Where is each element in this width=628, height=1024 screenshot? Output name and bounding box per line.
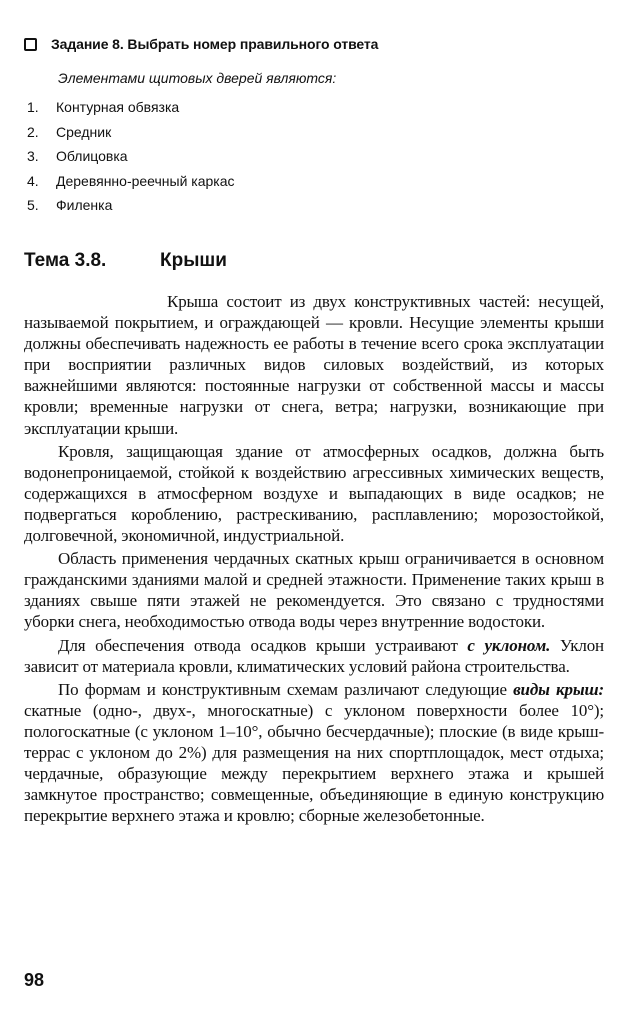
paragraph-4-emphasis: с уклоном. xyxy=(467,635,551,655)
task-question: Элементами щитовых дверей являются: xyxy=(58,70,337,86)
task-header-text: Задание 8. Выбрать номер правильного ответа xyxy=(51,36,379,52)
paragraph-1: Крыша состоит из двух конструктивных частей: несущей, называемой покрытием, и ограждающей — кровли. Несущие элементы крыши должны обеспечивать надежность ее работы в течение всего срока эксплуатации при восприятии различных видов силовых воздействий, из которых важнейшими являются: постоянные нагрузки от собственной массы и массы кровли; временные нагрузки от снега, ветра; нагрузки, возникающие при эксплуатации крыши. xyxy=(24,292,604,438)
option-number: 3. xyxy=(27,148,39,165)
answer-option xyxy=(27,193,235,218)
page-number: 98 xyxy=(24,970,45,990)
option-label: Средник xyxy=(56,123,112,140)
option-label: Облицовка xyxy=(56,148,128,165)
paragraph-5-emphasis: виды крыш: xyxy=(513,679,604,699)
answer-option xyxy=(27,169,235,194)
checkbox-icon xyxy=(24,38,37,51)
paragraph-4 xyxy=(24,635,604,677)
answer-option xyxy=(27,120,235,145)
option-label: Контурная обвязка xyxy=(56,99,180,115)
task-header xyxy=(24,36,378,52)
topic-title: Крыши xyxy=(160,250,227,271)
answer-option xyxy=(27,144,235,169)
answer-options-list xyxy=(27,95,235,218)
option-label: Деревянно-реечный каркас xyxy=(56,172,235,189)
paragraph-2: Кровля, защищающая здание от атмосферных осадков, должна быть водонепроницаемой, стойкой к воздействию агрессивных химических веществ, содержащихся в атмосферном воздухе и выпадающих в виде осадков; не подвергаться короблению, растрескиванию, расплавлению; морозостойкой, долговечной, экономичной, индустриальной. xyxy=(24,441,604,546)
body-text xyxy=(24,291,604,828)
option-number: 5. xyxy=(27,197,39,214)
topic-number: Тема 3.8. xyxy=(24,250,107,271)
option-label: Филенка xyxy=(56,197,113,214)
paragraph-3: Область применения чердачных скатных крыш ограничивается в основном гражданскими зданиями малой и средней этажности. Применение таких крыш в зданиях свыше пяти этажей не рекомендуется. Это связано с трудностями уборки снега, необходимостью отвода воды через внутренние водостоки. xyxy=(24,549,604,632)
paragraph-4-text-start: Для обеспечения отвода осадков крыши устраивают xyxy=(58,635,468,655)
option-number: 4. xyxy=(27,172,39,189)
option-number: 1. xyxy=(27,99,39,115)
paragraph-5-text-end: скатные (одно-, двух-, многоскатные) с уклоном поверхности более 10°); пологоскатные (с уклоном 1–10°, обычно бесчердачные); плоские (в виде крыш-террас с уклоном до 2%) для размещения на них спортплощадок, мест отдыха; чердачные, образующие между перекрытием верхнего этажа и крышей замкнутое пространство; совмещенные, объединяющие в единую конструкцию перекрытие верхнего этажа и кровлю; сборные железобетонные. xyxy=(24,700,604,826)
paragraph-5 xyxy=(24,679,604,827)
answer-option xyxy=(27,95,235,120)
paragraph-5-text-start: По формам и конструктивным схемам различают следующие xyxy=(58,679,514,699)
option-number: 2. xyxy=(27,123,39,140)
paragraph-4-text-end: Уклон зависит от материала кровли, климатических условий района строительства. xyxy=(24,635,604,676)
topic-heading xyxy=(24,250,227,272)
